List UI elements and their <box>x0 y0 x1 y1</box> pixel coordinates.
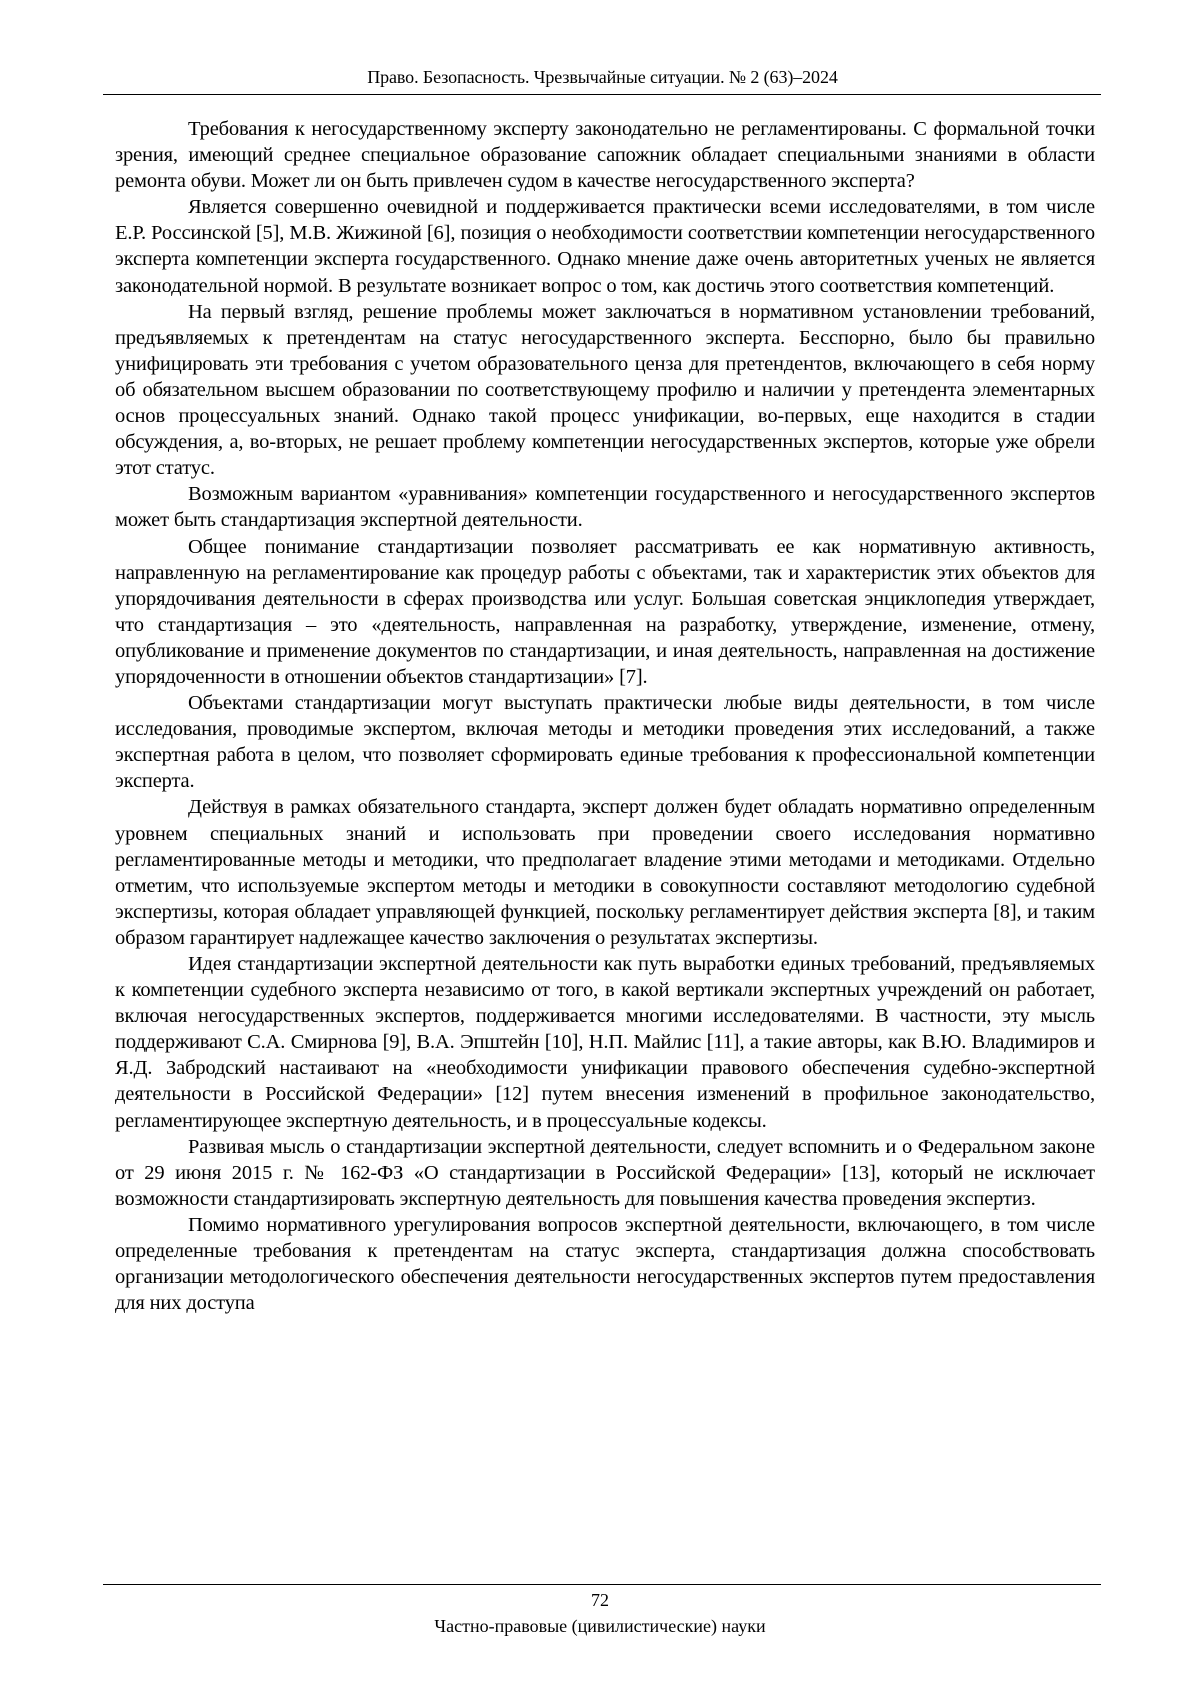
paragraph: Объектами стандартизации могут выступать практически любые виды деятельности, в том числе исследования, проводимые экспертом, включая методы и методики проведения этих исследований, а также экспертная работа в целом, что позволяет сформировать единые требования к профессиональной компетенции эксперта. <box>115 692 1095 793</box>
paragraph: Помимо нормативного урегулирования вопросов экспертной деятельности, включающего, в том числе определенные требования к претендентам на статус эксперта, стандартизация должна способствовать организации методологического обеспечения деятельности негосударственных экспертов путем предоставления для них доступа <box>115 1213 1095 1315</box>
header-rule <box>103 94 1101 95</box>
paragraph: Общее понимание стандартизации позволяет рассматривать ее как нормативную активность, направленную на регламентирование как процедур работы с объектами, так и характеристик этих объектов для упорядочивания деятельности в сферах производства или услуг. Большая советская энциклопедия утверждает, что стандартизация – это «деятельность, направленная на разработку, утверждение, изменение, отмену, опубликование и применение документов по стандартизации, и иная деятельность, направленная на достижение упорядоченности в отношении объектов стандартизации» [7]. <box>115 535 1095 688</box>
paragraph: Действуя в рамках обязательного стандарта, эксперт должен будет обладать нормативно определенным уровнем специальных знаний и использовать при проведении своего исследования нормативно регламентированные методы и методики, что предполагает владение этими методами и методиками. Отдельно отметим, что используемые экспертом методы и методики в совокупности составляют методологию судебной экспертизы, которая обладает управляющей функцией, поскольку регламентирует действия эксперта [8], и таким образом гарантирует надлежащее качество заключения о результатах экспертизы. <box>115 796 1095 949</box>
running-header-title: Право. Безопасность. Чрезвычайные ситуации. № 2 (63)–2024 <box>367 67 838 87</box>
paragraph: Идея стандартизации экспертной деятельности как путь выработки единых требований, предъявляемых к компетенции судебного эксперта независимо от того, в какой вертикали экспертных учреждений он работает, включая негосударственных экспертов, поддерживается многими исследователями. В частности, эту мысль поддерживают С.А. Смирнова [9], В.А. Эпштейн [10], Н.П. Майлис [11], а такие авторы, как В.Ю. Владимиров и Я.Д. Забродский настаивают на «необходимости унификации правового обеспечения судебно-экспертной деятельности в Российской Федерации» [12] путем внесения изменений в профильное законодательство, регламентирующее экспертную деятельность, и в процессуальные кодексы. <box>115 953 1095 1132</box>
article-body <box>115 116 1095 1316</box>
page-number: 72 <box>591 1590 609 1610</box>
paragraph: Возможным вариантом «уравнивания» компетенции государственного и негосударственного экспертов может быть стандартизация экспертной деятельности. <box>115 483 1095 532</box>
paragraph: Развивая мысль о стандартизации экспертной деятельности, следует вспомнить и о Федеральном законе от 29 июня 2015 г. № 162-ФЗ «О стандартизации в Российской Федерации» [13], который не исключает возможности стандартизировать экспертную деятельность для повышения качества проведения экспертиз. <box>115 1135 1095 1210</box>
paragraph: Требования к негосударственному эксперту законодательно не регламентированы. С формальной точки зрения, имеющий среднее специальное образование сапожник обладает специальными знаниями в области ремонта обуви. Может ли он быть привлечен судом в качестве негосударственного эксперта? <box>115 118 1095 193</box>
paragraph: Является совершенно очевидной и поддерживается практически всеми исследователями, в том числе Е.Р. Россинской [5], М.В. Жижиной [6], позиция о необходимости соответствии компетенции негосударственного эксперта компетенции эксперта государственного. Однако мнение даже очень авторитетных ученых не является законодательной нормой. В результате возникает вопрос о том, как достичь этого соответствия компетенций. <box>115 196 1095 297</box>
footer-rule <box>103 1584 1101 1585</box>
paragraph: На первый взгляд, решение проблемы может заключаться в нормативном установлении требований, предъявляемых к претендентам на статус негосударственного эксперта. Бесспорно, было бы правильно унифицировать эти требования с учетом образовательного ценза для претендентов, включающего в себя норму об обязательном высшем образовании по соответствующему профилю и наличии у претендента элементарных основ процессуальных знаний. Однако такой процесс унификации, во-первых, еще находится в стадии обсуждения, а, во-вторых, не решает проблему компетенции негосударственных экспертов, которые уже обрели этот статус. <box>115 300 1095 480</box>
footer-section-title: Частно-правовые (цивилистические) науки <box>434 1616 766 1636</box>
